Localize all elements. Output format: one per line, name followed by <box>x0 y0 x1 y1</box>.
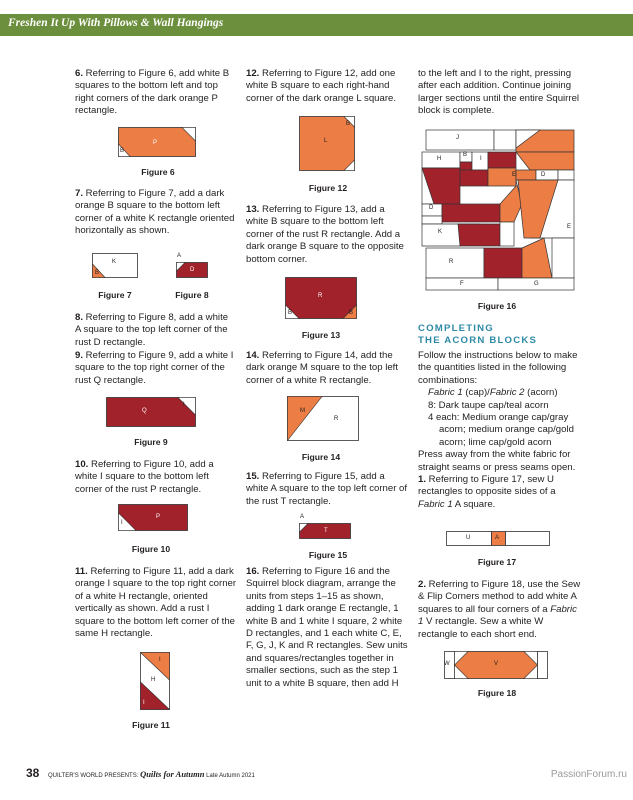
step-number: 2. <box>418 579 427 590</box>
step-number: 8. <box>75 312 84 323</box>
section-heading <box>418 323 583 348</box>
footer-issue: Late Autumn 2021 <box>206 773 255 779</box>
step-16-continued: to the left and I to the right, pressing after each addition. Continue joining larger sections until the entire Squirrel block is complete. <box>418 68 580 117</box>
fig10-label-i: I <box>121 520 123 526</box>
step-10 <box>75 459 235 496</box>
figure-11-caption: Figure 11 <box>132 720 170 730</box>
quantity-line: 4 each: Medium orange cap/gray <box>428 412 569 424</box>
step-text: Referring to Figure 6, add white B squares to the bottom left and top right corners of the dark orange P rectangle. <box>75 68 230 117</box>
step-text: Referring to Figure 7, add a dark orange B square to the bottom left corner of a white K rectangle oriented horizontally as shown. <box>75 188 235 237</box>
step-text: Referring to Figure 15, add a white A square to the top left corner of the rust T rectangle. <box>246 471 408 507</box>
fig7-label-b: B <box>95 270 100 276</box>
figure-12-caption: Figure 12 <box>308 183 348 193</box>
step-number: 12. <box>246 68 260 79</box>
fig16-label-e2: E <box>567 224 572 230</box>
fig11-label-i2: I <box>143 700 145 706</box>
figure-7-caption: Figure 7 <box>98 290 132 300</box>
step-13 <box>246 204 408 266</box>
figure-15-caption: Figure 15 <box>308 550 348 560</box>
fig16-label-e: E <box>512 172 517 178</box>
step-12 <box>246 68 408 105</box>
acorn-step-1 <box>418 474 583 511</box>
step-11 <box>75 566 237 640</box>
intro-text: Follow the instructions below to make the quantities listed in the following combinations: <box>418 350 578 386</box>
figure-10-diagram <box>118 504 188 531</box>
fig16-label-j: J <box>456 135 459 141</box>
step-text: Referring to Figure 18, use the Sew & Flip Corners method to add white A squares to all four corners of a <box>418 579 581 615</box>
figure-8-caption: Figure 8 <box>175 290 209 300</box>
fabric-ref: Fabric 1 <box>418 603 577 628</box>
step-text: Referring to Figure 9, add a white I square to the top right corner of the rust Q rectangle. <box>75 350 234 386</box>
figure-16-caption: Figure 16 <box>477 301 517 311</box>
acorn-instructions <box>418 350 583 511</box>
figure-18-caption: Figure 18 <box>477 688 517 698</box>
step-6 <box>75 68 235 118</box>
fig6-label-b: B <box>120 148 125 154</box>
header-bar <box>0 14 633 36</box>
step-9 <box>75 350 235 387</box>
fig6-label-p: P <box>153 140 158 146</box>
fig16-label-d2: D <box>429 205 434 211</box>
step-number: 1. <box>418 474 427 486</box>
fabric-2-label: Fabric 2 <box>489 387 525 399</box>
fig12-label-b: B <box>346 121 351 127</box>
step-number: 6. <box>75 68 84 79</box>
section-heading-line1: COMPLETING <box>418 323 494 334</box>
acorn-step-2 <box>418 579 584 641</box>
step-text: Referring to Figure 17, sew U rectangles to opposite sides of a <box>418 474 556 498</box>
figure-13-caption: Figure 13 <box>301 330 341 340</box>
step-text: Referring to Figure 8, add a white A square to the top left corner of the rust D rectangle. <box>75 312 229 348</box>
fig17-label-a: A <box>495 535 500 541</box>
fig15-label-a: A <box>300 514 305 520</box>
figure-16-diagram <box>420 128 577 294</box>
page-header <box>0 0 633 48</box>
fig16-label-k: K <box>438 229 443 235</box>
fig17-label-u: U <box>466 535 471 541</box>
fig11-label-h: H <box>151 677 156 683</box>
fig7-label-k: K <box>112 259 117 265</box>
step-7 <box>75 188 235 238</box>
fig18-label-v: V <box>494 661 499 667</box>
step-text: Referring to Figure 14, add the dark orange M square to the top left corner of a white R rectangle. <box>246 350 398 386</box>
fig12-label-l: L <box>324 138 328 144</box>
step-text-end: A square. <box>452 498 496 510</box>
fig16-label-d: D <box>541 172 546 178</box>
quantity-line: acorn; medium orange cap/gold <box>439 424 574 436</box>
acorn-label: (acorn) <box>524 387 558 399</box>
fig18-label-w: W <box>444 661 450 667</box>
step-number: 9. <box>75 350 84 361</box>
figure-10-caption: Figure 10 <box>131 544 171 554</box>
fig10-label-p: P <box>156 514 161 520</box>
section-heading-line2: THE ACORN BLOCKS <box>418 335 538 347</box>
fig11-label-i: I <box>159 657 161 663</box>
step-text: Referring to Figure 16 and the Squirrel block diagram, arrange the units from steps 1–15 as shown, adding 1 dark orange E rectangle, 1 white B and 1 white I square, 2 white D rectangles, and 1 each white C, E, F, G, J, K and R rectangles. Sew units and squares/rectangles together in smaller sections, such as the step 1 unit to a white B square, then add H <box>246 566 408 689</box>
step-text: Referring to Figure 10, add a white I square to the bottom left corner of the rust P rectangle. <box>75 459 214 495</box>
fig9-label-q: Q <box>142 408 147 414</box>
fig14-label-m: M <box>300 408 305 414</box>
page-number: 38 <box>26 766 40 780</box>
step-8 <box>75 312 235 349</box>
fig16-label-h: H <box>437 156 442 162</box>
step-text: Referring to Figure 13, add a white B square to the bottom left corner of the rust R rectangle. Add a dark orange B square to the opposite bottom corner. <box>246 204 404 265</box>
footer-publication <box>48 769 255 779</box>
fig16-label-b: B <box>463 152 468 158</box>
step-number: 14. <box>246 350 260 361</box>
figure-9-caption: Figure 9 <box>134 437 168 447</box>
quantity-line: 8: Dark taupe cap/teal acorn <box>428 399 549 411</box>
page-footer <box>0 760 633 784</box>
fig8-label-d: D <box>190 267 195 273</box>
step-number: 16. <box>246 566 260 577</box>
fabric-key <box>418 387 583 399</box>
fig13-label-b2: B <box>349 310 354 316</box>
fig13-label-r: R <box>318 293 323 299</box>
fig13-label-b1: B <box>288 310 293 316</box>
fig16-label-f: F <box>460 281 464 287</box>
fig15-label-t: T <box>324 528 328 534</box>
figure-14-caption: Figure 14 <box>301 452 341 462</box>
fig9-label-i: I <box>183 402 185 408</box>
step-number: 11. <box>75 566 88 577</box>
fig16-label-g: G <box>534 281 539 287</box>
fabric-ref: Fabric 1 <box>418 498 453 510</box>
press-note: Press away from the white fabric for straight seams or press seams open. <box>418 449 576 473</box>
footer-prefix: QUILTER'S WORLD PRESENTS: <box>48 773 139 779</box>
step-text: Referring to Figure 12, add one white B square to each right-hand corner of the dark orange L square. <box>246 68 397 104</box>
step-15 <box>246 471 408 508</box>
figure-17-caption: Figure 17 <box>477 557 517 567</box>
step-number: 15. <box>246 471 260 482</box>
fig14-label-r: R <box>334 416 339 422</box>
step-number: 10. <box>75 459 89 470</box>
step-number: 7. <box>75 188 84 199</box>
cap-label: (cap)/ <box>462 387 490 399</box>
fig16-label-r: R <box>449 259 454 265</box>
figure-6-caption: Figure 6 <box>141 167 175 177</box>
step-text-end: V rectangle. Sew a white W rectangle to each short end. <box>418 616 544 640</box>
footer-title: Quilts for Autumn <box>140 769 205 779</box>
quantity-line: acorn; lime cap/gold acorn <box>439 436 552 448</box>
step-text: Referring to Figure 11, add a dark orange I square to the top right corner of a white H rectangle, oriented vertically as shown. Add a rust I square to the bottom left corner of the same H rectangle. <box>75 566 237 640</box>
step-16 <box>246 566 410 690</box>
fig8-label-a: A <box>177 253 182 259</box>
step-14 <box>246 350 408 387</box>
fabric-1-label: Fabric 1 <box>428 387 463 399</box>
step-number: 13. <box>246 204 260 215</box>
header-title: Freshen It Up With Pillows & Wall Hangings <box>8 17 224 29</box>
watermark: PassionForum.ru <box>550 769 627 780</box>
figure-14-diagram <box>287 396 359 441</box>
fig16-label-i: I <box>480 156 482 162</box>
